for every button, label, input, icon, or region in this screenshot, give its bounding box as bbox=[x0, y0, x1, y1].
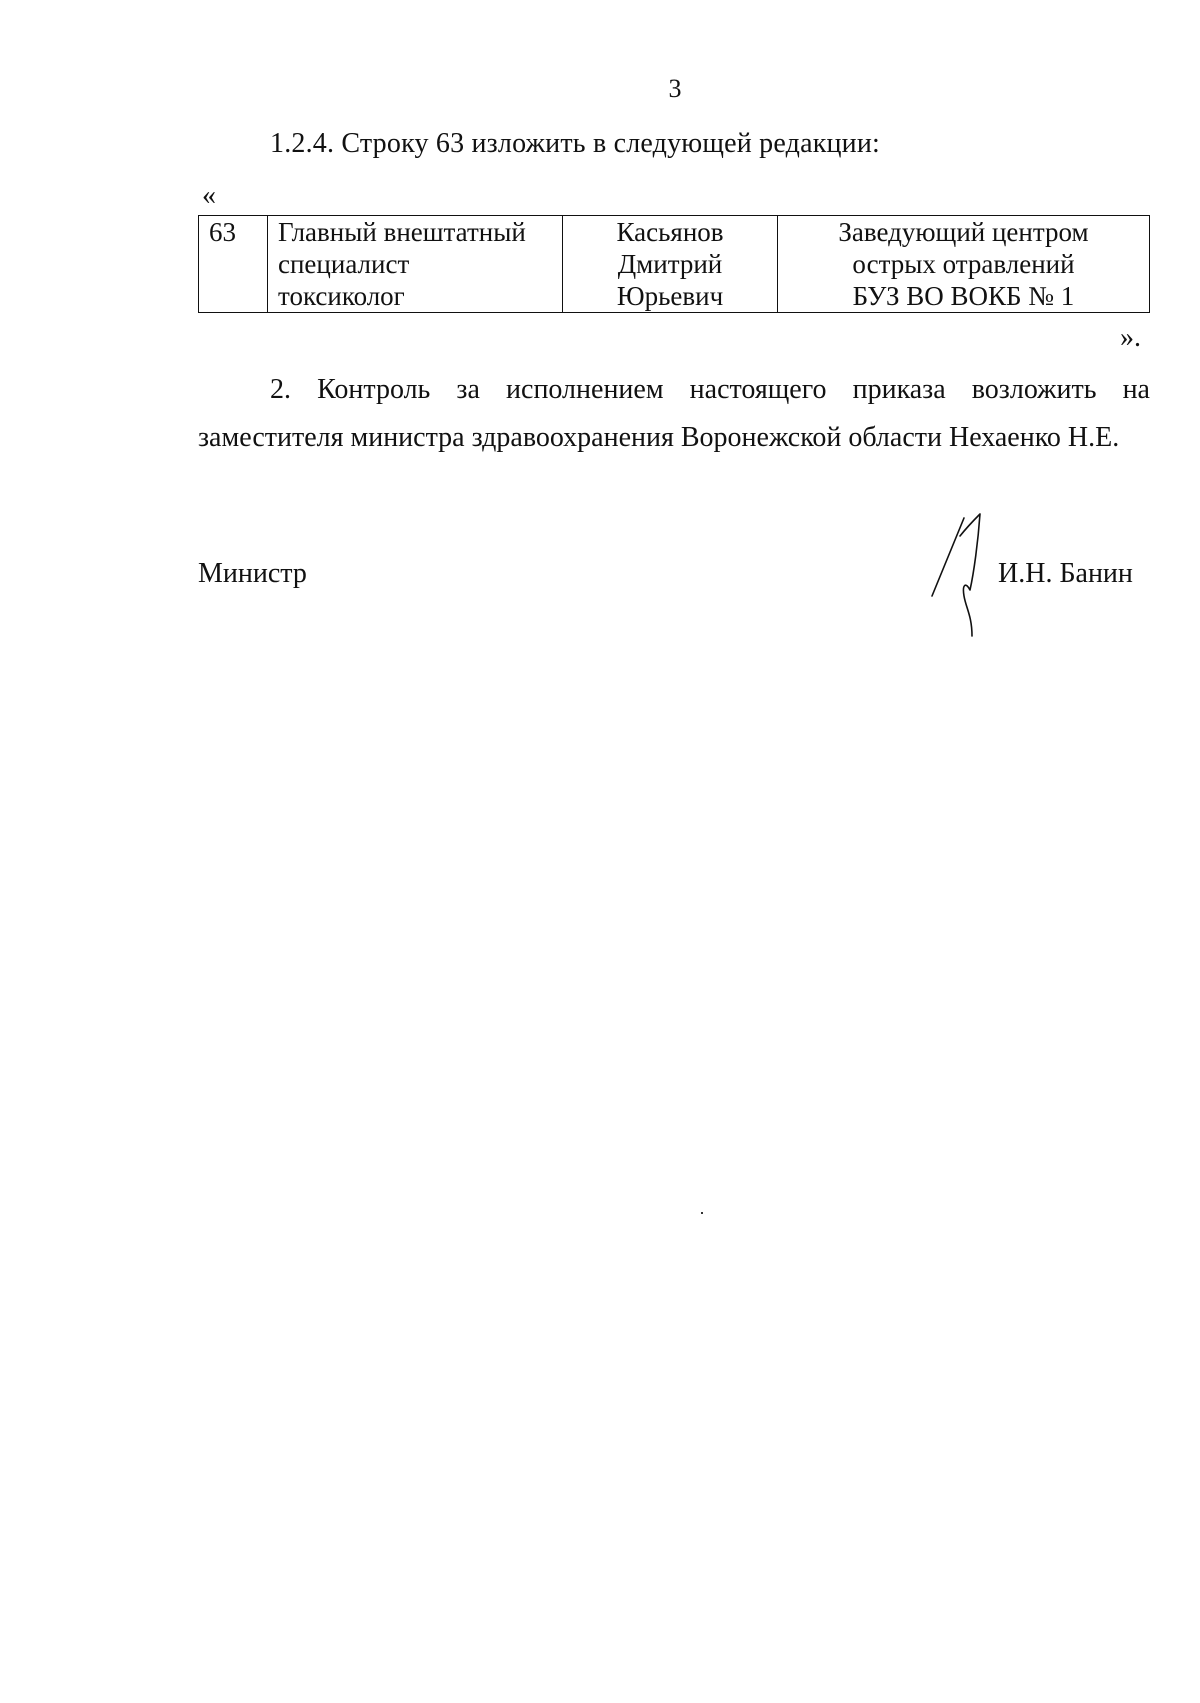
signatory-name: И.Н. Банин bbox=[998, 558, 1133, 589]
position-cell bbox=[268, 216, 563, 313]
row-number: 63 bbox=[209, 217, 236, 247]
opening-quote: « bbox=[202, 180, 216, 211]
workplace-line: Заведующий центром bbox=[838, 217, 1089, 247]
row-number-cell bbox=[199, 216, 268, 313]
paragraph-2-line-2: заместителя министра здравоохранения Воронежской области Нехаенко Н.Е. bbox=[198, 422, 1120, 453]
workplace-line: острых отравлений bbox=[852, 249, 1075, 279]
workplace-line: БУЗ ВО ВОКБ № 1 bbox=[852, 281, 1075, 311]
clause-1-2-4: 1.2.4. Строку 63 изложить в следующей редакции: bbox=[270, 128, 881, 159]
paragraph-2 bbox=[198, 366, 1150, 462]
name-line: Касьянов bbox=[616, 217, 724, 247]
paragraph-2-line-1: 2. Контроль за исполнением настоящего приказа возложить на bbox=[270, 374, 1150, 405]
scan-speck bbox=[701, 1212, 703, 1214]
name-line: Юрьевич bbox=[616, 281, 724, 311]
position-line: токсиколог bbox=[278, 281, 405, 311]
table-row bbox=[199, 216, 1150, 313]
position-line: специалист bbox=[278, 249, 410, 279]
name-line: Дмитрий bbox=[617, 249, 723, 279]
closing-quote: ». bbox=[1120, 322, 1141, 353]
name-cell bbox=[563, 216, 778, 313]
handwritten-signature bbox=[924, 512, 1004, 638]
workplace-cell bbox=[778, 216, 1150, 313]
amendment-table bbox=[198, 215, 1150, 313]
signatory-title: Министр bbox=[198, 558, 307, 589]
page-number: 3 bbox=[668, 74, 682, 103]
position-line: Главный внештатный bbox=[278, 217, 526, 247]
